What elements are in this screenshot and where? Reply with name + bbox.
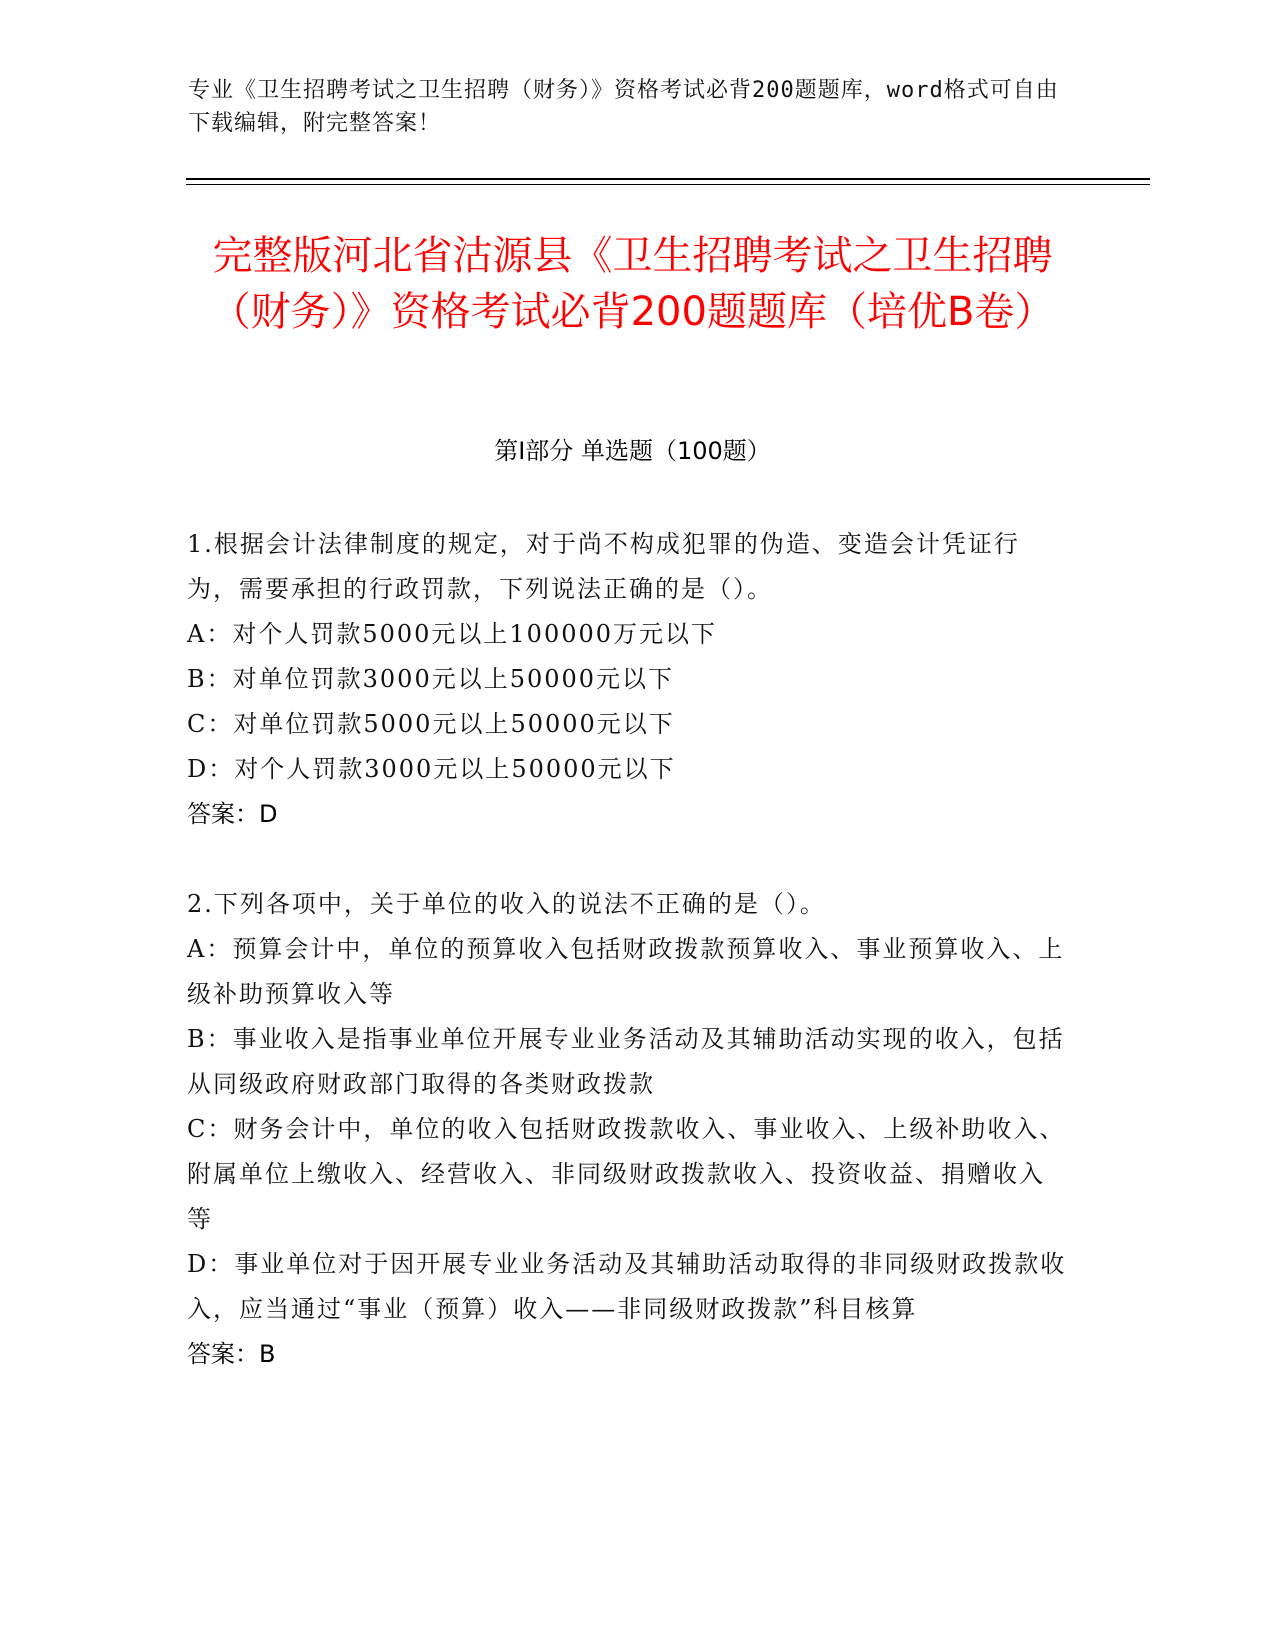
option-b: B：对单位罚款3000元以上50000元以下 — [187, 665, 675, 693]
answer: 答案：B — [187, 1340, 276, 1368]
option-b: B：事业收入是指事业单位开展专业业务活动及其辅助活动实现的收入，包括从同级政府财政部门取得的各类财政拨款 — [187, 1025, 1065, 1098]
header-note: 专业《卫生招聘考试之卫生招聘（财务）》资格考试必背200题题库，word格式可自由下载编辑，附完整答案！ — [188, 78, 1059, 136]
section-title: 第Ⅰ部分 单选题（100题） — [494, 437, 771, 465]
question-1 — [187, 522, 1067, 837]
header-divider-thin — [186, 184, 1150, 185]
answer: 答案：D — [187, 800, 278, 828]
header-divider-thick — [186, 178, 1150, 180]
document-title: 完整版河北省沽源县《卫生招聘考试之卫生招聘（财务）》资格考试必背200题题库（培优B卷） — [210, 233, 1055, 335]
option-d: D：事业单位对于因开展专业业务活动及其辅助活动取得的非同级财政拨款收入，应当通过“事业（预算）收入——非同级财政拨款”科目核算 — [187, 1250, 1067, 1323]
option-c: C：对单位罚款5000元以上50000元以下 — [187, 710, 675, 738]
question-list — [187, 522, 1067, 1422]
option-a: A：预算会计中，单位的预算收入包括财政拨款预算收入、事业预算收入、上级补助预算收入等 — [187, 935, 1065, 1008]
option-a: A：对个人罚款5000元以上100000万元以下 — [187, 620, 718, 648]
question-2 — [187, 882, 1067, 1377]
question-text: 1.根据会计法律制度的规定，对于尚不构成犯罪的伪造、变造会计凭证行为，需要承担的行政罚款，下列说法正确的是（）。 — [187, 530, 1020, 603]
option-c: C：财务会计中，单位的收入包括财政拨款收入、事业收入、上级补助收入、附属单位上缴收入、经营收入、非同级财政拨款收入、投资收益、捐赠收入等 — [187, 1115, 1066, 1233]
option-d: D：对个人罚款3000元以上50000元以下 — [187, 755, 676, 783]
question-text: 2.下列各项中，关于单位的收入的说法不正确的是（）。 — [187, 890, 826, 918]
